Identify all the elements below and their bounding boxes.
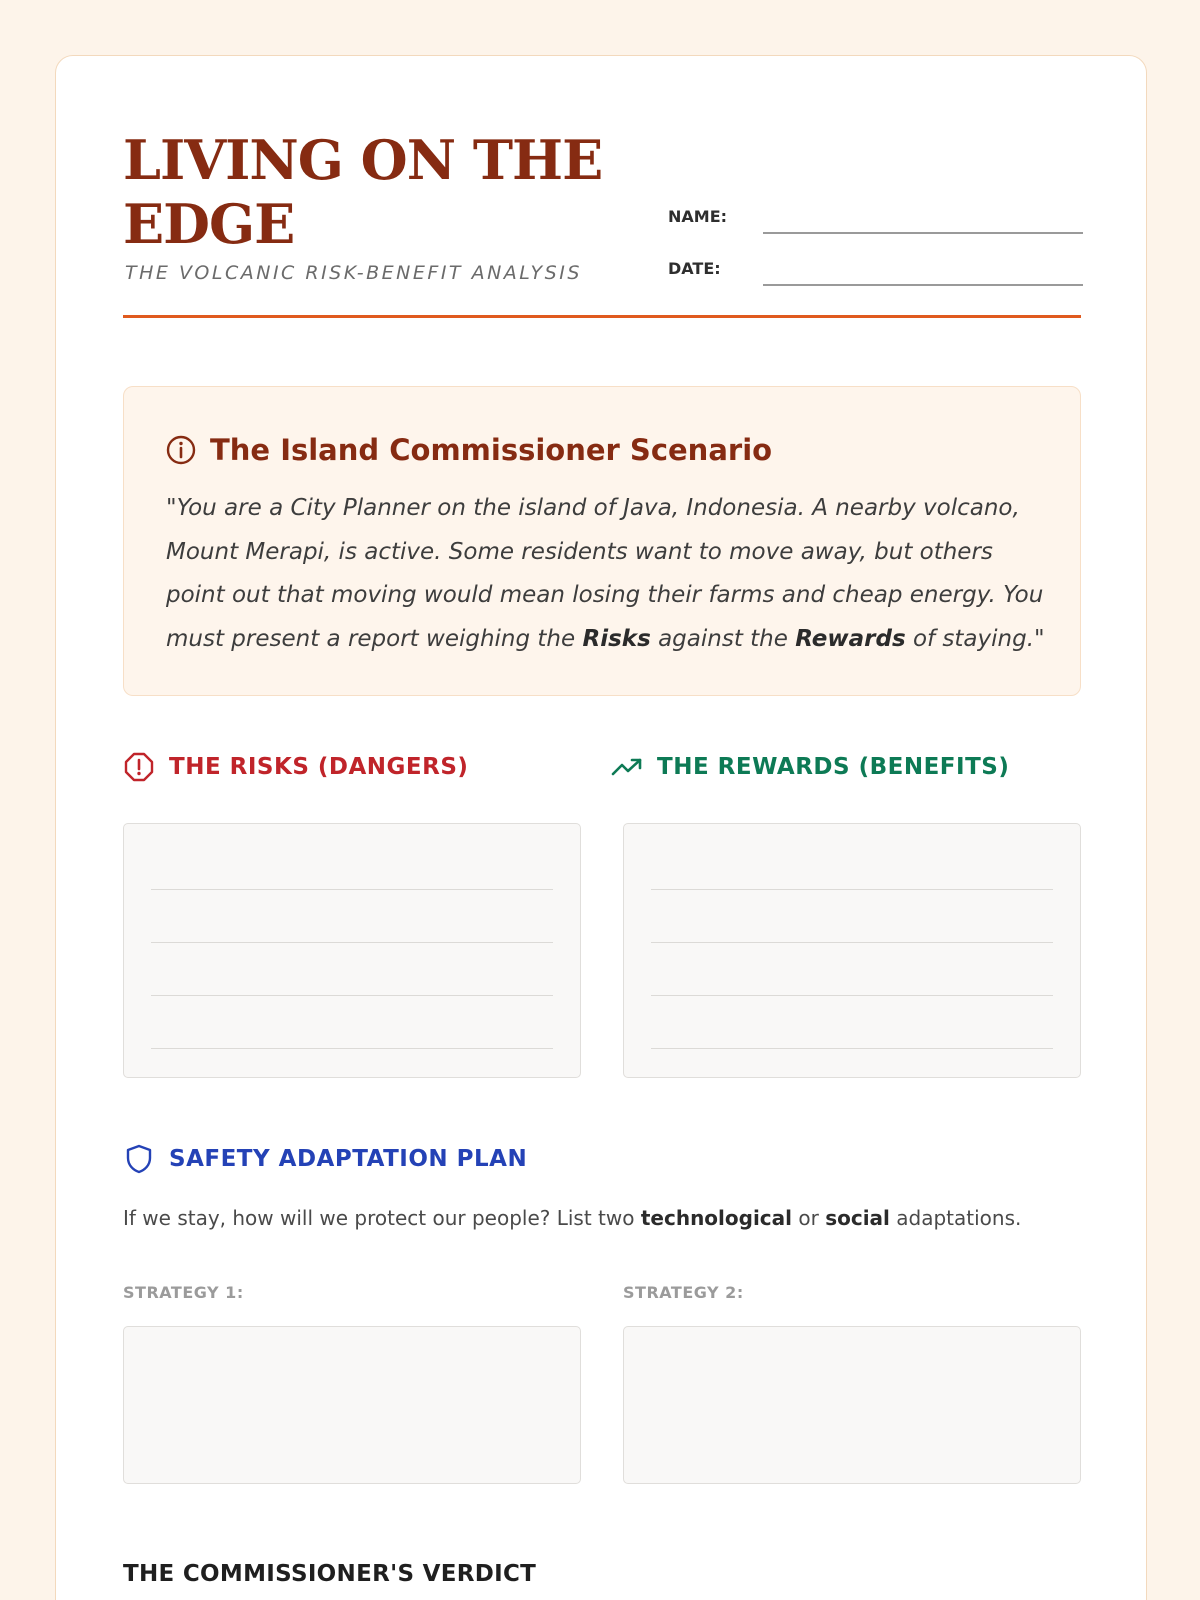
risks-title: THE RISKS (DANGERS)	[169, 754, 469, 780]
trending-up-icon	[611, 751, 643, 783]
writing-line	[651, 889, 1053, 890]
strategy-2-box[interactable]	[623, 1326, 1081, 1484]
safety-desc-social: social	[825, 1206, 890, 1230]
safety-desc-part: adaptations.	[889, 1206, 1022, 1230]
scenario-rewards-word: Rewards	[795, 625, 906, 652]
scenario-box	[123, 386, 1081, 696]
safety-desc-technological: technological	[640, 1206, 793, 1230]
shield-icon	[123, 1143, 155, 1175]
strategy-2-label: STRATEGY 2:	[623, 1283, 744, 1302]
scenario-header	[166, 433, 772, 467]
writing-line	[151, 1048, 553, 1049]
rewards-title: THE REWARDS (BENEFITS)	[657, 754, 1010, 780]
header-divider	[123, 315, 1081, 318]
safety-desc-part: If we stay, how will we protect our people? List two	[123, 1206, 641, 1230]
page-subtitle: THE VOLCANIC RISK-BENEFIT ANALYSIS	[125, 262, 582, 284]
info-icon	[166, 435, 196, 465]
writing-line	[651, 942, 1053, 943]
scenario-text-part: against the	[650, 625, 796, 652]
date-label: DATE:	[668, 259, 721, 278]
alert-circle-icon	[123, 751, 155, 783]
rewards-header	[611, 751, 1009, 783]
risks-header	[123, 751, 468, 783]
writing-line	[151, 995, 553, 996]
scenario-risks-word: Risks	[582, 625, 651, 652]
risks-writing-box[interactable]	[123, 823, 581, 1078]
page-title: LIVING ON THE EDGE	[123, 128, 603, 256]
scenario-text-part: "You are a City Planner on the island of Java, Indonesia. A nearby volcano, Mount Merapi, is active. Some residents want to move away, but others point out that moving would mean losing their farms and cheap energy. You must present a report weighing the	[166, 495, 1044, 652]
name-label: NAME:	[668, 207, 728, 226]
rewards-writing-box[interactable]	[623, 823, 1081, 1078]
scenario-title: The Island Commissioner Scenario	[210, 433, 773, 467]
strategy-1-box[interactable]	[123, 1326, 581, 1484]
worksheet-page	[55, 55, 1147, 1600]
strategy-1-label: STRATEGY 1:	[123, 1283, 244, 1302]
safety-description	[123, 1206, 1021, 1230]
writing-line	[651, 995, 1053, 996]
verdict-title: THE COMMISSIONER'S VERDICT	[123, 1561, 537, 1587]
date-field[interactable]	[763, 284, 1083, 286]
scenario-text	[166, 487, 1046, 661]
writing-line	[151, 942, 553, 943]
writing-line	[651, 1048, 1053, 1049]
safety-title: SAFETY ADAPTATION PLAN	[169, 1146, 528, 1172]
scenario-text-part: of staying."	[905, 625, 1045, 652]
safety-desc-part: or	[792, 1206, 826, 1230]
safety-header	[123, 1143, 527, 1175]
name-field[interactable]	[763, 232, 1083, 234]
writing-line	[151, 889, 553, 890]
